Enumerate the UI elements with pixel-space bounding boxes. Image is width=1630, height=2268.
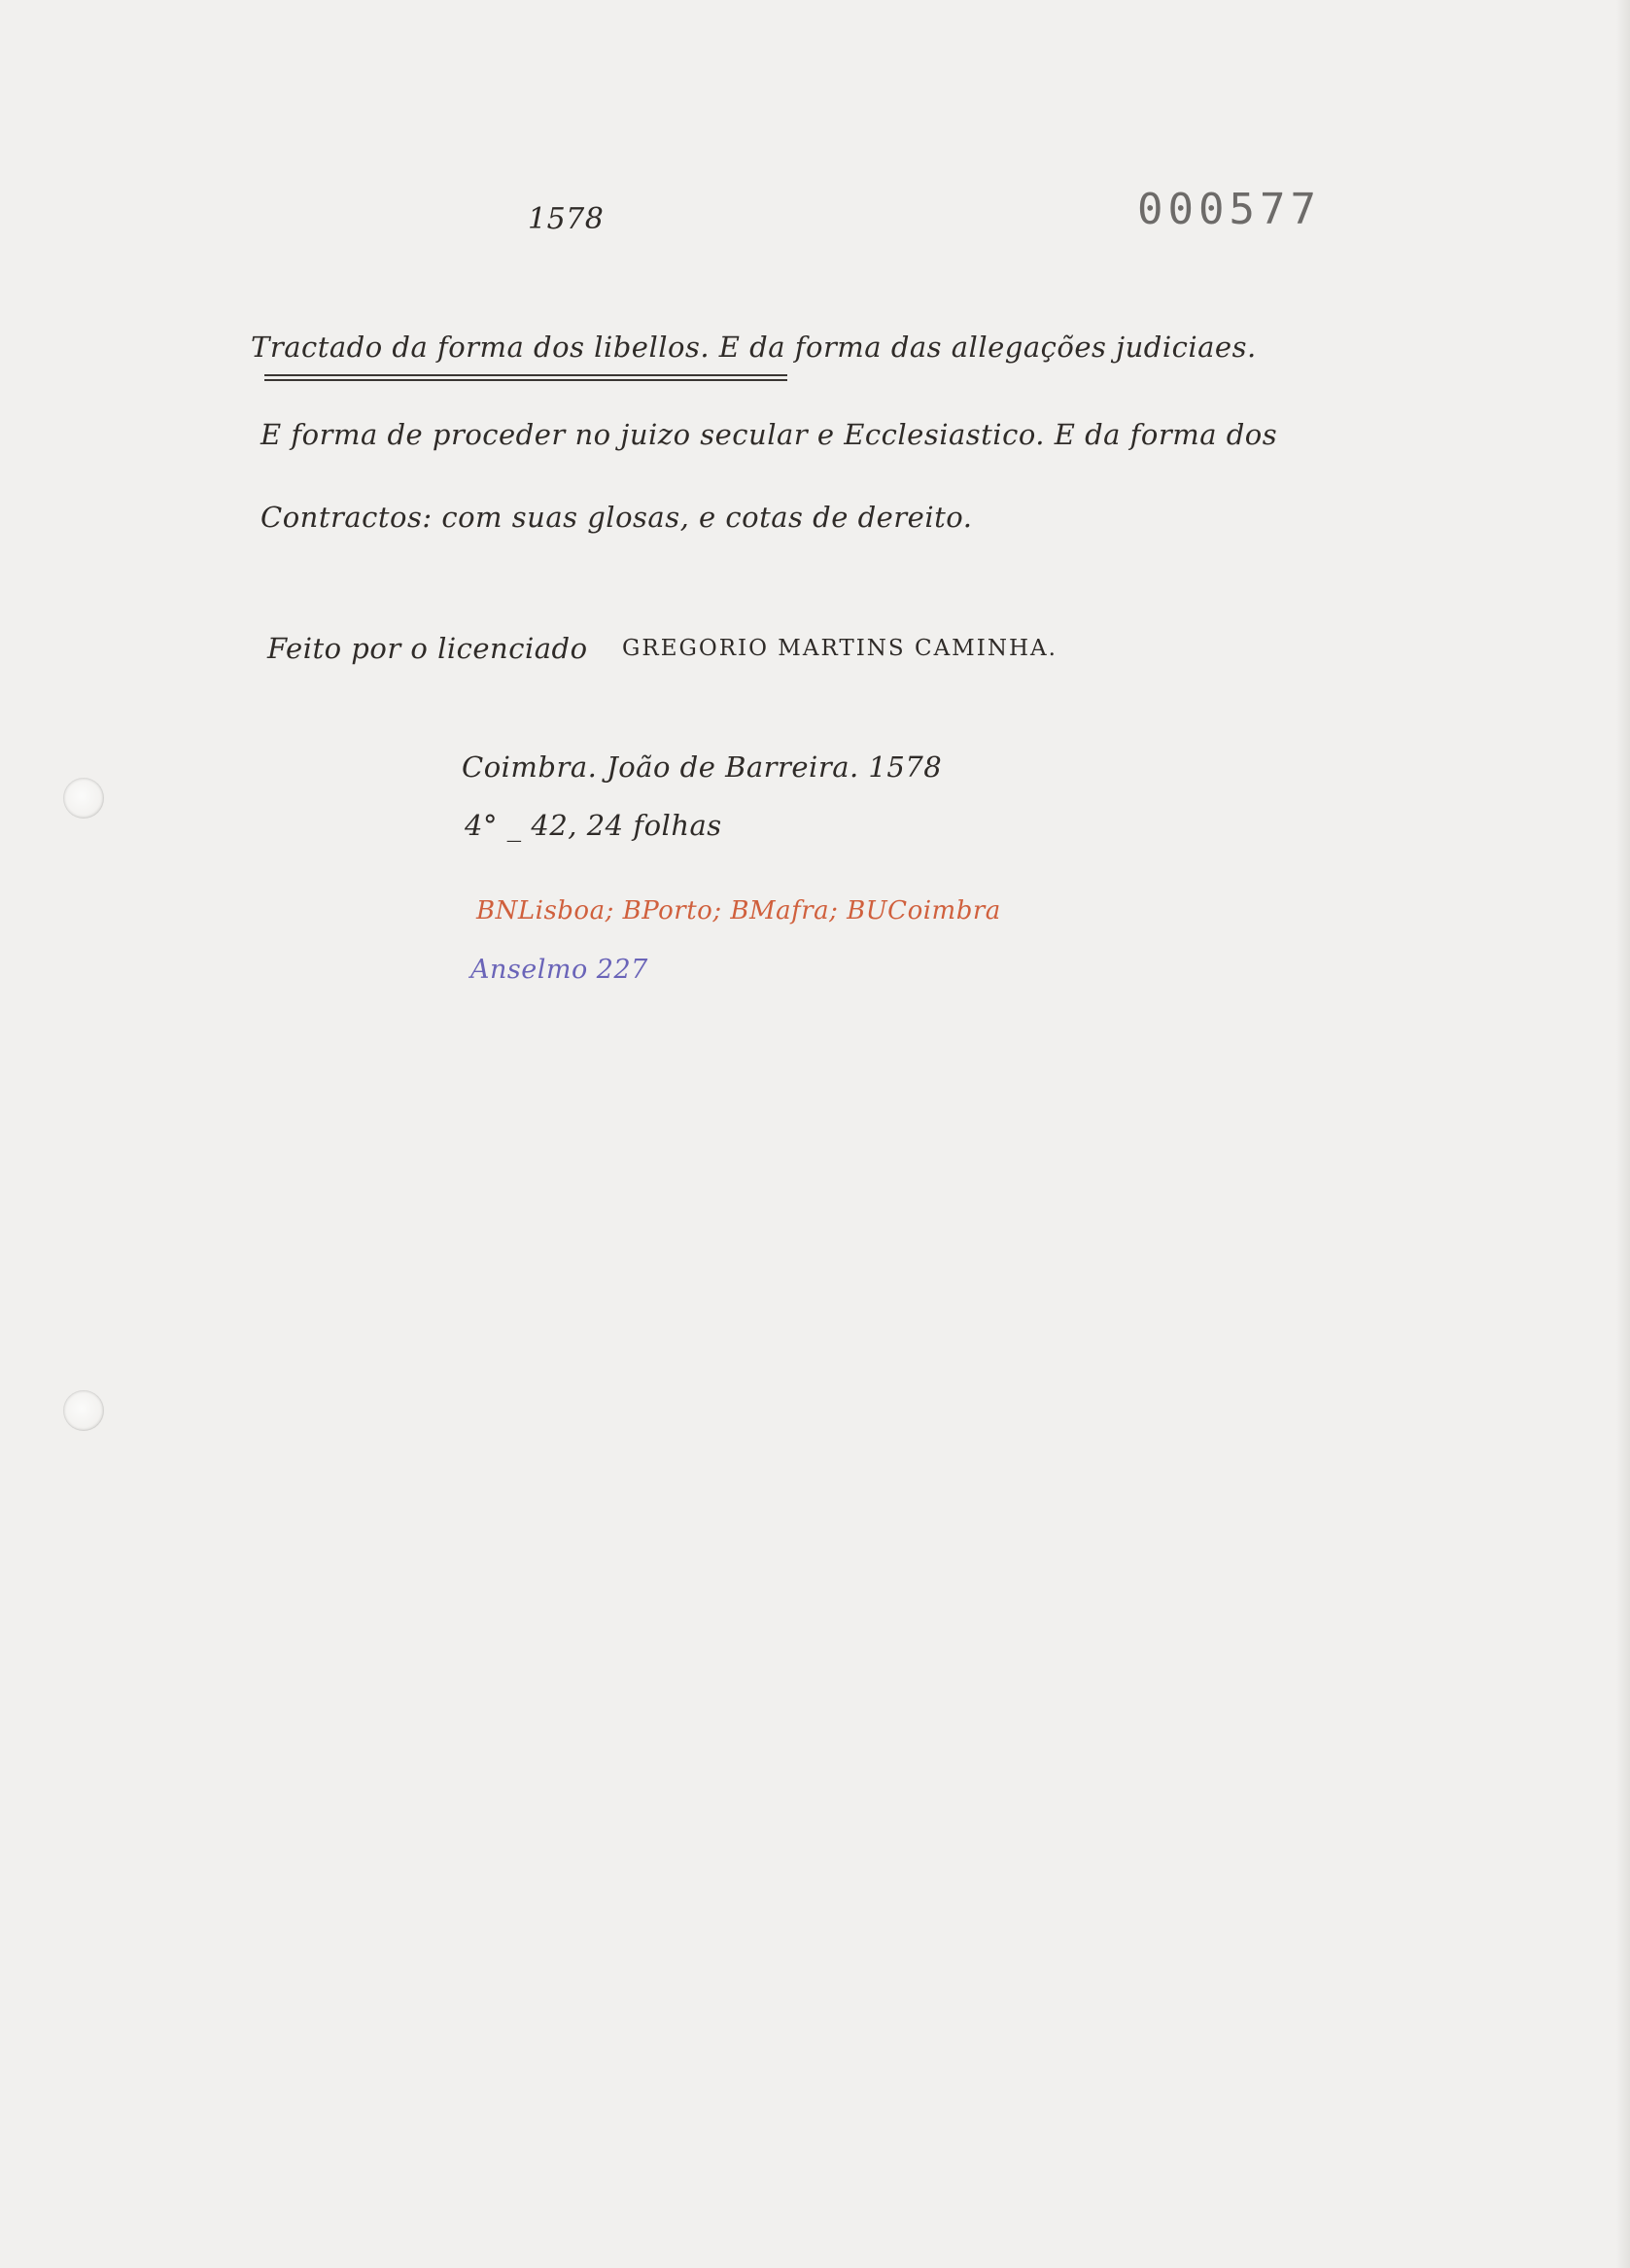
- bibliographic-reference: Anselmo 227: [470, 955, 648, 985]
- author-prefix: Feito por o licenciado: [267, 632, 588, 665]
- title-underlined-part: Tractado da forma dos libellos: [251, 331, 701, 364]
- title-line-1: [251, 331, 1257, 364]
- imprint-place-printer: Coimbra. João de Barreira. 1578: [462, 750, 943, 784]
- title-line-2: E forma de proceder no juizo secular e Ecclesiastico. E da forma dos: [260, 418, 1278, 451]
- punch-hole-lower: [63, 1390, 104, 1431]
- page-number-stamp: 000577: [1137, 185, 1321, 234]
- title-line-3: Contractos: com suas glosas, e cotas de dereito.: [260, 501, 973, 534]
- page-edge: [1616, 0, 1630, 2268]
- punch-hole-upper: [63, 778, 104, 819]
- author-name: GREGORIO MARTINS CAMINHA.: [622, 636, 1058, 661]
- imprint-format-leaves: 4° _ 42, 24 folhas: [465, 809, 722, 842]
- year-heading: 1578: [528, 202, 605, 236]
- title-double-underline: [264, 374, 787, 381]
- library-holdings: BNLisboa; BPorto; BMafra; BUCoimbra: [476, 896, 1001, 925]
- title-line-1-rest: . E da forma das allegações judiciaes.: [700, 331, 1257, 364]
